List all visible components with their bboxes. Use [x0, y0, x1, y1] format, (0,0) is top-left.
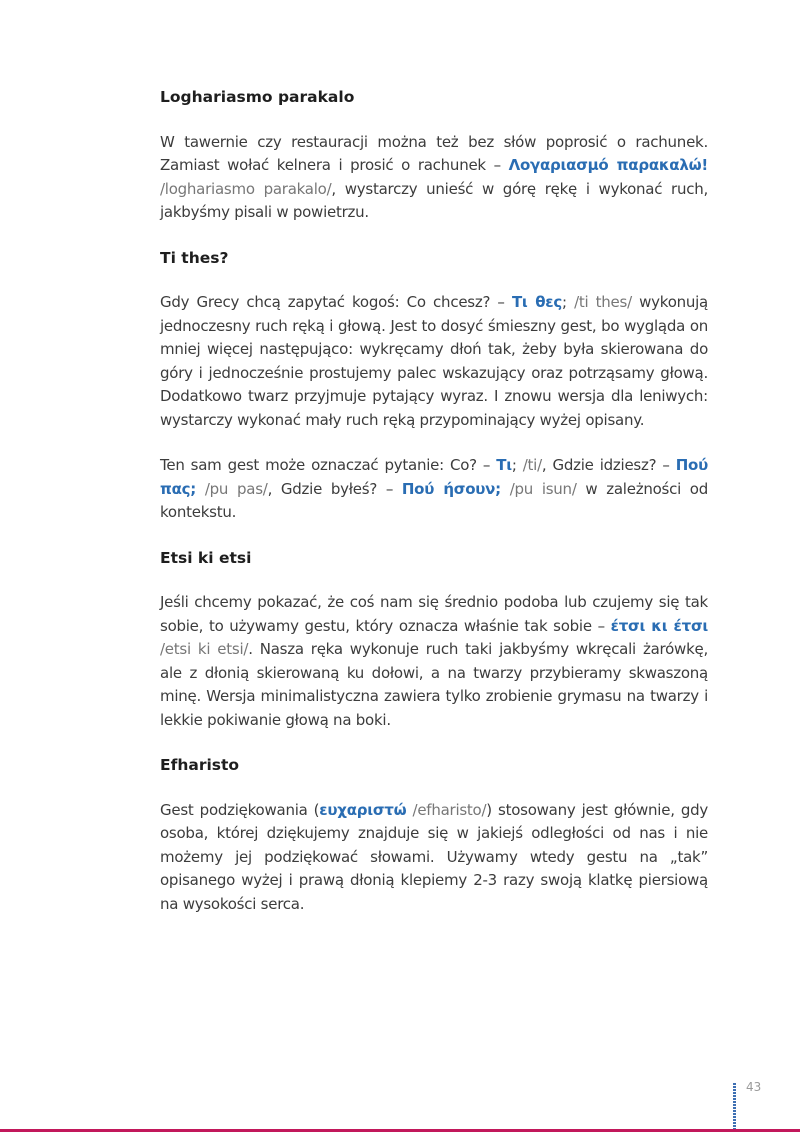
section-heading-efharisto: Efharisto [160, 756, 240, 774]
text: ; [511, 456, 523, 474]
greek-phrase: Πού ήσουν; [401, 479, 501, 498]
paragraph [160, 131, 708, 225]
text: , Gdzie byłeś? – [267, 479, 402, 498]
transliteration: /pu isun/ [500, 479, 577, 498]
text: Jeśli chcemy pokazać, że coś nam się średnio podoba lub czujemy się tak sobie, to używamy gestu, który oznacza właśnie tak sobie – [160, 593, 708, 635]
greek-phrase: Πού πας; [160, 456, 708, 498]
transliteration: /etsi ki etsi/ [160, 640, 249, 658]
text: Gest podziękowania ( [160, 800, 320, 819]
section-heading-logharias­mo: Loghariasmo parakalo [160, 88, 355, 106]
paragraph [160, 591, 708, 732]
text: , wystarczy unieść w górę rękę i wykonać ruch, jakbyśmy pisali w powietrzu. [160, 179, 708, 221]
transliteration: /efharisto/ [406, 800, 487, 819]
section-heading-ti-thes: Ti thes? [160, 248, 229, 267]
text: Ten sam gest może oznaczać pytanie: Co? – [160, 456, 497, 474]
text: wykonują jednoczesny ruch ręką i głową. Jest to dosyć śmieszny gest, bo wygląda on mniej więcej następująco: wykręcamy dłoń tak, żeby była skierowana do góry i jednocześnie prostujemy palec wskazujący oraz potrząsamy głową. Dodatkowo twarz przyjmuje pytający wyraz. I znowu wersja dla leniwych: wystarczy wykonać mały ruch ręką przypominający wyżej opisany. [160, 293, 708, 429]
text: Gdy Grecy chcą zapytać kogoś: Co chcesz? – [160, 293, 512, 311]
paragraph [160, 291, 708, 432]
text: . Nasza ręka wykonuje ruch taki jakbyśmy wkręcali żarówkę, ale z dłonią skierowaną ku dołowi, a na twarzy przybieramy skwaszoną minę. Wersja minimalistyczna zawiera tylko zrobienie grymasu na twarzy i lekkie pokiwanie głową na boki. [160, 640, 709, 729]
greek-phrase: Τι [496, 456, 512, 474]
page-number: 43 [746, 1080, 762, 1094]
greek-phrase: έτσι κι έτσι [610, 616, 708, 635]
text: W tawernie czy restauracji można też bez słów poprosić o rachunek. Zamiast wołać kelnera i prosić o rachunek – [160, 132, 708, 174]
transliteration: /ti/ [522, 456, 542, 474]
text: , Gdzie idziesz? – [541, 456, 676, 474]
greek-phrase: Τι θες [511, 293, 563, 311]
transliteration: /pu pas/ [196, 479, 268, 498]
transliteration: /ti thes/ [574, 293, 632, 311]
text: w zależności od kontekstu. [160, 479, 708, 521]
text: ) stosowany jest głównie, gdy osoba, której dziękujemy znajduje się w jakiejś odległości od nas i nie możemy jej podziękować słowami. Używamy wtedy gestu na „tak” opisanego wyżej i prawą dłonią klepiemy 2-3 razy swoją klatkę piersiową na wysokości serca. [160, 800, 709, 913]
page-number-rule [733, 1083, 736, 1129]
paragraph [160, 454, 708, 525]
greek-phrase: ευχαριστώ [319, 800, 407, 819]
transliteration: /loghariasmo parakalo/ [160, 179, 332, 198]
greek-phrase: Λογαριασμό παρακαλώ! [508, 156, 708, 174]
page-content [160, 86, 708, 938]
text: ; [562, 293, 575, 311]
section-heading-etsi-ki-etsi: Etsi ki etsi [160, 548, 252, 567]
paragraph [160, 799, 708, 917]
